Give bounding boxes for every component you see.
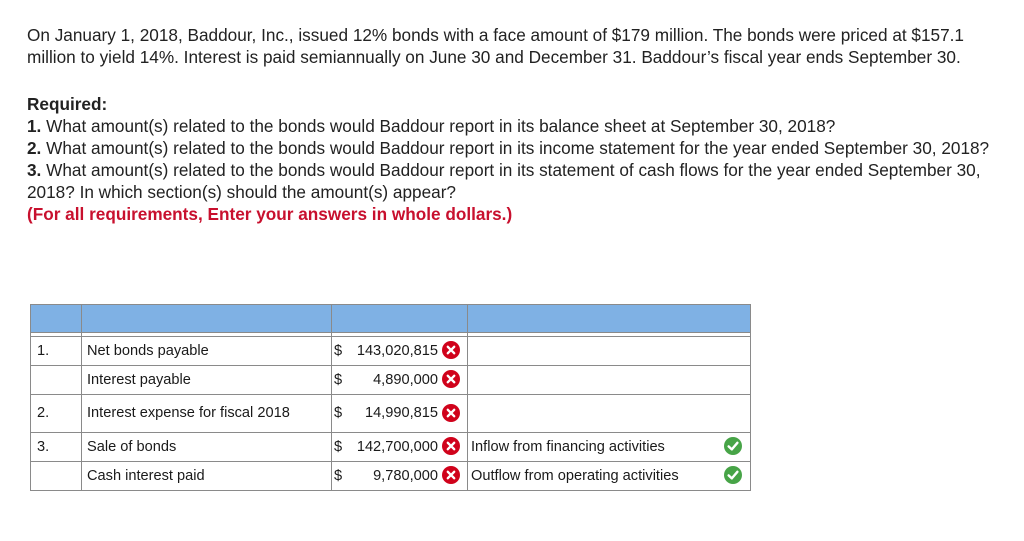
table-row (31, 395, 751, 433)
cash-flow-section-field[interactable] (468, 433, 751, 462)
table-row (31, 337, 751, 366)
requirement-number: 1. (27, 116, 42, 136)
amount-value: 14,990,815 (364, 405, 438, 422)
requirement-number: 2. (27, 138, 42, 158)
item-label: Cash interest paid (82, 462, 332, 491)
requirement-number-cell: 3. (31, 433, 82, 462)
incorrect-x-icon (442, 370, 460, 388)
requirement-text: What amount(s) related to the bonds would Baddour report in its statement of cash flows for the year ended September 30, 2018? In which section(s) should the amount(s) appear? (27, 160, 981, 202)
table-body (31, 337, 751, 491)
answer-table (30, 304, 751, 491)
requirement-number-cell (31, 462, 82, 491)
requirement-number-cell: 1. (31, 337, 82, 366)
amount-answer-field[interactable] (332, 462, 468, 491)
currency-symbol: $ (334, 405, 343, 422)
item-label: Net bonds payable (82, 337, 332, 366)
requirement-text: What amount(s) related to the bonds would Baddour report in its income statement for the year ended September 30, 2018? (41, 138, 990, 158)
currency-symbol: $ (334, 371, 343, 388)
incorrect-x-icon (442, 466, 460, 484)
amount-value: 142,700,000 (356, 438, 438, 455)
header-cell (31, 305, 82, 333)
table-row (31, 462, 751, 491)
cash-flow-section-field[interactable] (468, 337, 751, 366)
table-header-row (31, 305, 751, 333)
cash-flow-section-field[interactable] (468, 462, 751, 491)
section-value: Inflow from financing activities (471, 438, 665, 455)
item-label: Sale of bonds (82, 433, 332, 462)
requirement-2 (27, 137, 1002, 159)
requirement-3 (27, 159, 1002, 203)
correct-check-icon (724, 437, 742, 455)
amount-value: 9,780,000 (373, 467, 438, 484)
amount-value: 4,890,000 (373, 371, 438, 388)
amount-answer-field[interactable] (332, 337, 468, 366)
header-cell (468, 305, 751, 333)
cash-flow-section-field[interactable] (468, 366, 751, 395)
requirement-text: What amount(s) related to the bonds would Baddour report in its balance sheet at September 30, 2018? (41, 116, 836, 136)
incorrect-x-icon (442, 404, 460, 422)
cash-flow-section-field[interactable] (468, 395, 751, 433)
table-row (31, 366, 751, 395)
section-value: Outflow from operating activities (471, 467, 679, 484)
problem-statement (27, 24, 1002, 225)
item-label: Interest expense for fiscal 2018 (82, 395, 332, 433)
incorrect-x-icon (442, 341, 460, 359)
amount-answer-field[interactable] (332, 395, 468, 433)
header-cell (82, 305, 332, 333)
amount-answer-field[interactable] (332, 433, 468, 462)
requirement-number-cell: 2. (31, 395, 82, 433)
table-row (31, 433, 751, 462)
instruction-text: (For all requirements, Enter your answers in whole dollars.) (27, 204, 513, 224)
item-label: Interest payable (82, 366, 332, 395)
currency-symbol: $ (334, 438, 343, 455)
amount-answer-field[interactable] (332, 366, 468, 395)
header-cell (332, 305, 468, 333)
amount-value: 143,020,815 (356, 342, 438, 359)
correct-check-icon (724, 466, 742, 484)
requirement-number: 3. (27, 160, 42, 180)
requirement-number-cell (31, 366, 82, 395)
currency-symbol: $ (334, 342, 343, 359)
required-heading: Required: (27, 94, 108, 114)
currency-symbol: $ (334, 467, 343, 484)
incorrect-x-icon (442, 437, 460, 455)
problem-intro: On January 1, 2018, Baddour, Inc., issued 12% bonds with a face amount of $179 million. The bonds were priced at $157.1 million to yield 14%. Interest is paid semiannually on June 30 and December 31. Baddour’s fiscal year ends September 30. (27, 25, 964, 67)
requirement-1 (27, 115, 1002, 137)
